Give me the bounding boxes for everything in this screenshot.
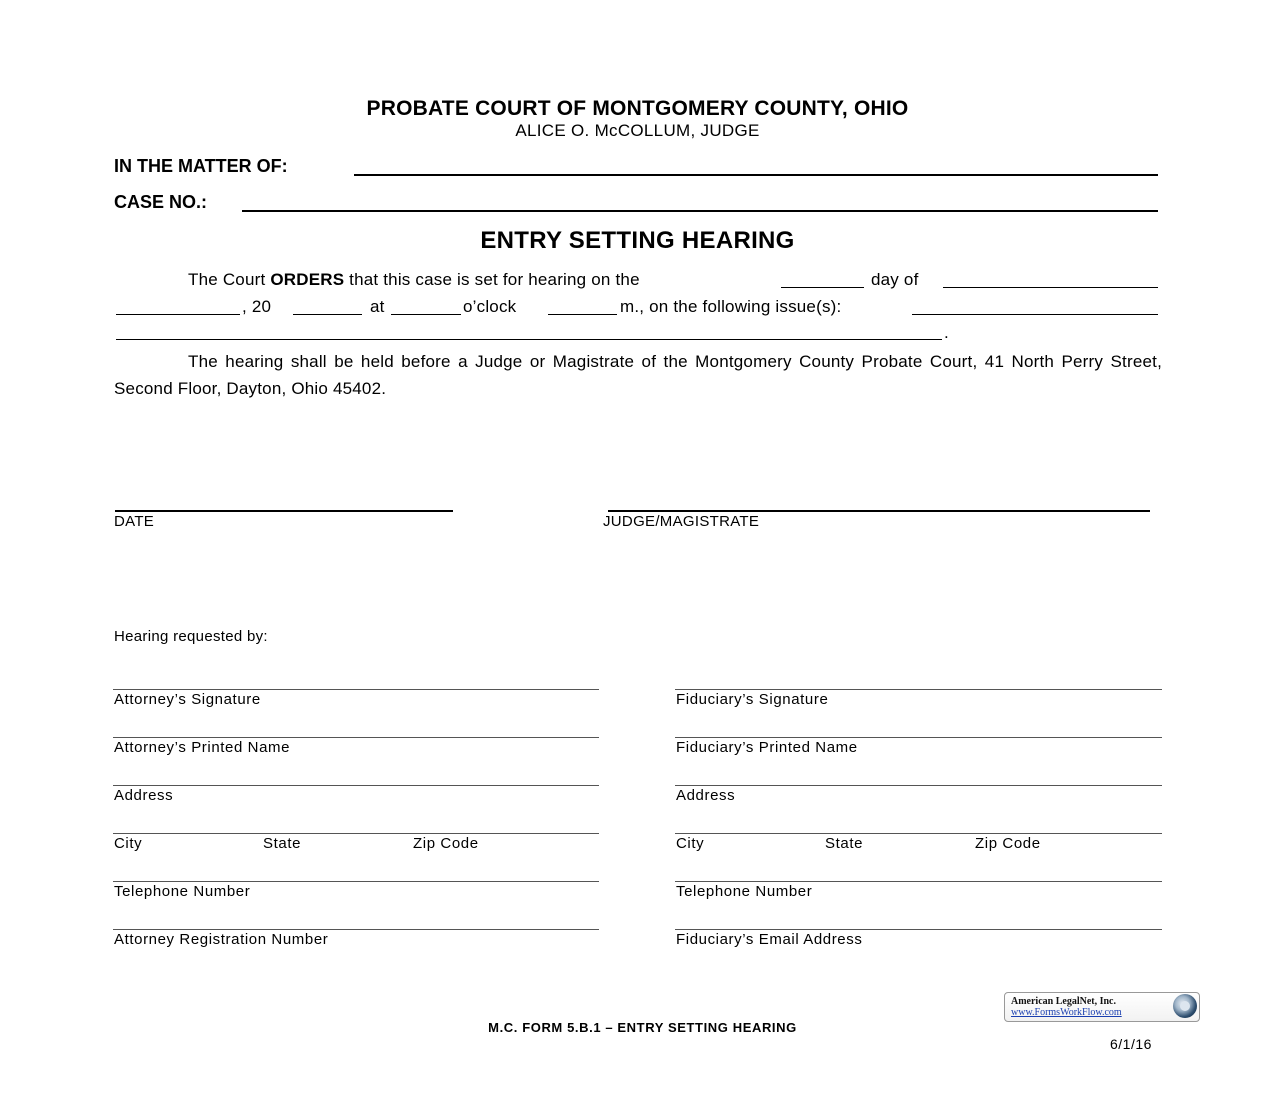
at-label: at [370, 297, 385, 316]
judge-label: JUDGE/MAGISTRATE [603, 513, 760, 530]
court-name: PROBATE COURT OF MONTGOMERY COUNTY, OHIO [366, 97, 909, 120]
form-title: ENTRY SETTING HEARING [480, 227, 795, 254]
fiduciary-address-label: Address [676, 787, 736, 804]
issues-period: . [944, 323, 949, 342]
fiduciary-city-label: City [676, 835, 705, 852]
attorney-zip-label: Zip Code [413, 835, 479, 852]
attorney-city-label: City [114, 835, 143, 852]
month-field[interactable] [943, 287, 1158, 288]
fiduciary-telephone-label: Telephone Number [676, 883, 813, 900]
hour-field[interactable] [391, 314, 461, 315]
fiduciary-printed-name-label: Fiduciary’s Printed Name [676, 739, 858, 756]
logo-company-name: American LegalNet, Inc. [1011, 996, 1116, 1007]
fiduciary-telephone-line[interactable] [675, 881, 1162, 882]
year-field[interactable] [293, 314, 362, 315]
attorney-registration-label: Attorney Registration Number [114, 931, 329, 948]
date-signature-line[interactable] [115, 510, 453, 512]
matter-label: IN THE MATTER OF: [114, 156, 288, 176]
issues-field[interactable] [912, 314, 1158, 315]
american-legalnet-logo[interactable] [1004, 992, 1200, 1022]
fiduciary-signature-line[interactable] [675, 689, 1162, 690]
location-paragraph: The hearing shall be held before a Judge or Magistrate of the Montgomery County Probate Court, 41 North Perry Street, Second Floor, Dayton, Ohio 45402. [114, 352, 1162, 398]
order-mid: that this case is set for hearing on the [344, 270, 640, 289]
fiduciary-signature-label: Fiduciary’s Signature [676, 691, 829, 708]
month-field-cont[interactable] [116, 314, 240, 315]
matter-field[interactable] [354, 174, 1158, 176]
issues-field-2[interactable] [116, 339, 942, 340]
requested-by-label: Hearing requested by: [114, 628, 268, 645]
order-prefix: The Court [188, 270, 271, 289]
attorney-printed-name-label: Attorney’s Printed Name [114, 739, 291, 756]
case-no-field[interactable] [242, 210, 1158, 212]
fiduciary-email-line[interactable] [675, 929, 1162, 930]
attorney-address-label: Address [114, 787, 174, 804]
fiduciary-state-label: State [825, 835, 864, 852]
attorney-city-state-zip-line[interactable] [113, 833, 599, 834]
revision-date: 6/1/16 [1110, 1036, 1152, 1052]
fiduciary-zip-label: Zip Code [975, 835, 1041, 852]
fiduciary-city-state-zip-line[interactable] [675, 833, 1162, 834]
judge-name: ALICE O. McCOLLUM, JUDGE [515, 121, 760, 140]
case-no-label: CASE NO.: [114, 192, 208, 212]
attorney-registration-line[interactable] [113, 929, 599, 930]
order-line-1 [188, 270, 640, 290]
attorney-state-label: State [263, 835, 302, 852]
attorney-signature-label: Attorney’s Signature [114, 691, 261, 708]
attorney-telephone-label: Telephone Number [114, 883, 251, 900]
day-field[interactable] [781, 287, 864, 288]
year-prefix: , 20 [242, 297, 272, 316]
ampm-field[interactable] [548, 314, 617, 315]
oclock-label: o’clock [463, 297, 517, 316]
attorney-telephone-line[interactable] [113, 881, 599, 882]
logo-url-link[interactable]: www.FormsWorkFlow.com [1011, 1007, 1122, 1018]
globe-highlight [1180, 1001, 1190, 1011]
orders-bold: ORDERS [270, 270, 345, 289]
globe-icon [1173, 994, 1197, 1018]
attorney-printed-name-line[interactable] [113, 737, 599, 738]
judge-signature-line[interactable] [608, 510, 1150, 512]
day-of-label: day of [871, 270, 919, 289]
fiduciary-printed-name-line[interactable] [675, 737, 1162, 738]
fiduciary-address-line[interactable] [675, 785, 1162, 786]
fiduciary-email-label: Fiduciary’s Email Address [676, 931, 863, 948]
date-label: DATE [114, 513, 155, 530]
attorney-address-line[interactable] [113, 785, 599, 786]
attorney-signature-line[interactable] [113, 689, 599, 690]
issues-label: m., on the following issue(s): [620, 297, 842, 316]
form-identifier: M.C. FORM 5.B.1 – ENTRY SETTING HEARING [488, 1020, 797, 1035]
